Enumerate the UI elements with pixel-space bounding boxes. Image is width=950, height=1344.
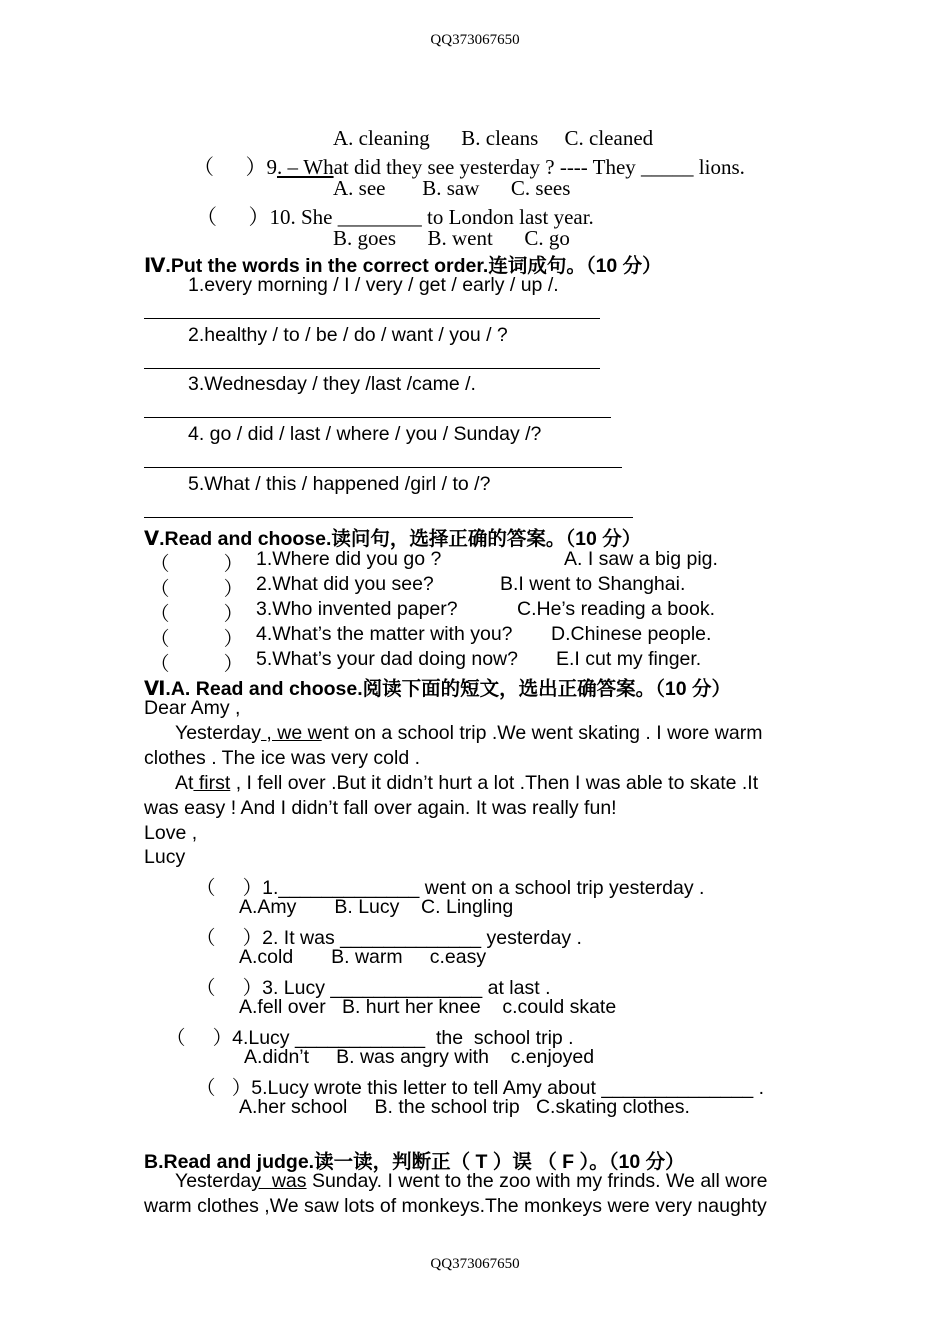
p-rest: Sunday. I went to the zoo with my frinds. We all wore — [306, 1170, 768, 1192]
part6a-q2-options: A.cold B. warm c.easy — [239, 946, 487, 968]
part5-paren-1: （ ） — [150, 553, 244, 575]
part5-answer-b: B.I went to Shanghai. — [500, 573, 686, 595]
answer-line-5[interactable] — [144, 517, 633, 518]
part4-item-5: 5.What / this / happened /girl / to /? — [188, 473, 491, 495]
part6a-heading: Ⅵ.A. Read and choose.阅读下面的短文，选出正确答案。（10 分） — [144, 678, 731, 700]
letter-p2-line1 — [175, 772, 758, 795]
part6b-heading: B.Read and judge.读一读，判断正（ T ）误 （ F ）。（10 分） — [144, 1151, 685, 1173]
q8-options: A. cleaning B. cleans C. cleaned — [333, 126, 654, 150]
q10-options: B. goes B. went C. go — [333, 226, 570, 250]
part4-heading: Ⅳ.Put the words in the correct order.连词成句。（10 分） — [144, 255, 662, 277]
q9-number: 9 — [266, 155, 277, 179]
part5-answer-d: D.Chinese people. — [551, 623, 712, 645]
q10-text: 10. She ________ to London last year. — [269, 205, 594, 229]
p1-start: Yesterday — [175, 722, 262, 744]
part5-question-2: 2.What did you see? — [256, 573, 434, 595]
part5-paren-4: （ ） — [150, 628, 244, 650]
paren: （ ） — [196, 927, 263, 949]
part4-item-1: 1.every morning / I / very / get / early / up /. — [188, 274, 559, 296]
q9-options: A. see B. saw C. sees — [333, 176, 571, 200]
p2-start: At — [175, 772, 194, 794]
p2-underlined: first — [193, 772, 231, 794]
paren: （ ） — [196, 1077, 252, 1099]
part6a-q4-options: A.didn’t B. was angry with c.enjoyed — [244, 1046, 595, 1068]
part5-question-1: 1.Where did you go ? — [256, 548, 442, 570]
p1-rest: ent on a school trip .We went skating . I wore warm — [321, 722, 763, 744]
question-text: 4.Lucy ____________ the school trip . — [232, 1027, 574, 1049]
answer-line-3[interactable] — [144, 417, 611, 418]
p2-rest: , I fell over .But it didn’t hurt a lot .Then I was able to skate .It — [230, 772, 759, 794]
part5-answer-c: C.He’s reading a book. — [517, 598, 716, 620]
question-text: 3. Lucy ______________ at last . — [262, 977, 551, 999]
answer-line-2[interactable] — [144, 368, 600, 369]
page-header: QQ373067650 — [430, 32, 520, 48]
part5-question-5: 5.What’s your dad doing now? — [256, 648, 518, 670]
q10-paren: （ ） — [196, 205, 270, 229]
letter-greeting: Dear Amy , — [144, 697, 241, 719]
part5-question-4: 4.What’s the matter with you? — [256, 623, 513, 645]
part6a-q3-options: A.fell over B. hurt her knee c.could skate — [239, 996, 617, 1018]
answer-line-1[interactable] — [144, 318, 600, 319]
p1-underlined: , we w — [261, 722, 322, 744]
letter-p2-line2: was easy ! And I didn’t fall over again. It was really fun! — [144, 797, 617, 819]
letter-signature: Lucy — [144, 846, 186, 868]
letter-closing: Love , — [144, 822, 198, 844]
part5-paren-5: （ ） — [150, 653, 244, 675]
letter-p1-line2: clothes . The ice was very cold . — [144, 747, 421, 769]
part5-answer-a: A. I saw a big pig. — [564, 548, 718, 570]
question-text: 2. It was _____________ yesterday . — [262, 927, 582, 949]
question-text: 1._____________ went on a school trip yesterday . — [262, 877, 705, 899]
part4-item-3: 3.Wednesday / they /last /came /. — [188, 373, 476, 395]
part5-answer-e: E.I cut my finger. — [556, 648, 702, 670]
paren: （ ） — [196, 977, 263, 999]
q9-paren: （ ） — [193, 155, 267, 179]
part4-item-2: 2.healthy / to / be / do / want / you / ? — [188, 324, 508, 346]
q9-text: at did they see yesterday ? ---- They _____ lions. — [333, 155, 745, 179]
q9-underlined: . – Wh — [277, 155, 334, 179]
part6b-line1 — [175, 1170, 768, 1193]
part6a-q5-options: A.her school B. the school trip C.skating clothes. — [239, 1096, 690, 1118]
part5-paren-2: （ ） — [150, 578, 244, 600]
p-underlined: y was — [251, 1170, 307, 1192]
paren: （ ） — [196, 877, 263, 899]
part6a-q1-options: A.Amy B. Lucy C. Lingling — [239, 896, 514, 918]
page-footer: QQ373067650 — [430, 1256, 520, 1272]
letter-p1-line1 — [175, 722, 762, 745]
paren: （ ） — [166, 1027, 233, 1049]
part4-item-4: 4. go / did / last / where / you / Sunday /? — [188, 423, 542, 445]
p-start: Yesterda — [175, 1170, 252, 1192]
part6b-line2: warm clothes ,We saw lots of monkeys.The monkeys were very naughty — [144, 1195, 767, 1217]
part5-heading: Ⅴ.Read and choose.读问句，选择正确的答案。（10 分） — [144, 528, 642, 550]
answer-line-4[interactable] — [144, 467, 622, 468]
part5-paren-3: （ ） — [150, 603, 244, 625]
question-text: 5.Lucy wrote this letter to tell Amy about ______________ . — [251, 1077, 765, 1099]
part5-question-3: 3.Who invented paper? — [256, 598, 458, 620]
